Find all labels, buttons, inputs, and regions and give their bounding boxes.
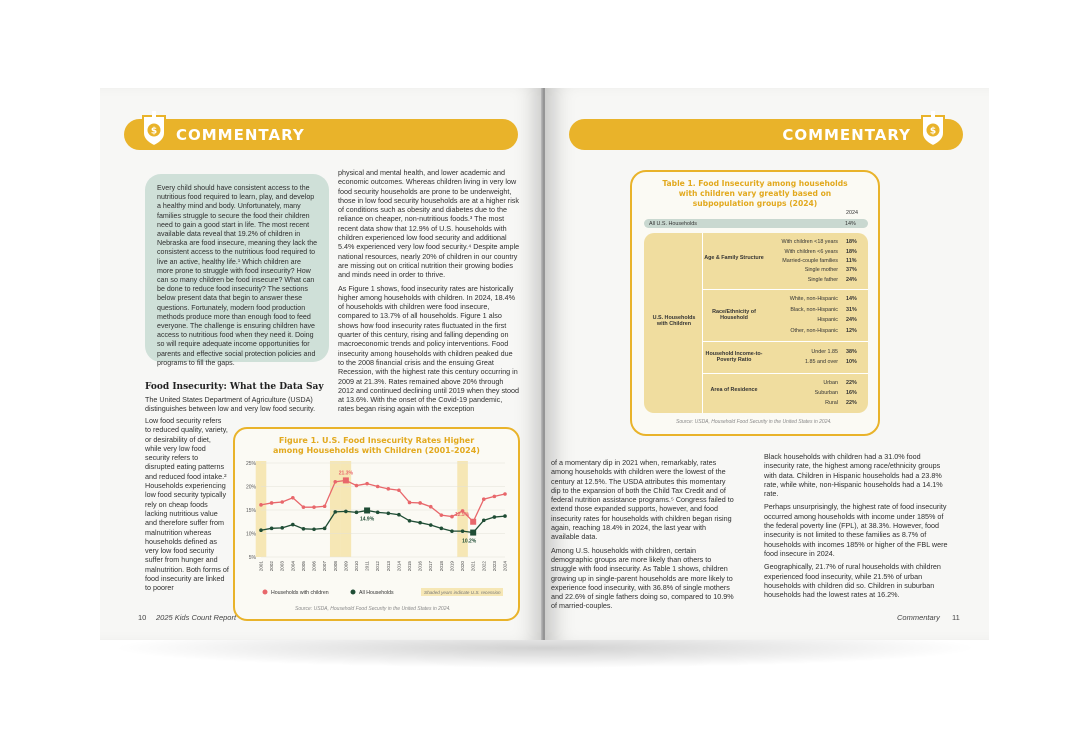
data-label: 21.3%	[338, 470, 353, 477]
table-row-group: U.S. Households with Children	[652, 315, 696, 327]
table-category-label: Household Income-to-Poverty Ratio	[705, 351, 763, 363]
table-all-value: 14%	[845, 220, 856, 227]
y-tick-label: 20%	[245, 484, 256, 491]
table-row-label: Urban	[823, 380, 838, 386]
data-point	[482, 519, 486, 523]
data-point	[440, 513, 444, 517]
table-title-line1: Table 1. Food Insecurity among households	[662, 179, 848, 188]
x-tick-label: 2023	[491, 561, 497, 572]
data-point	[461, 529, 465, 533]
data-point	[291, 523, 295, 527]
data-point	[302, 527, 306, 531]
table-category-label: Race/Ethnicity of Household	[712, 309, 756, 321]
y-tick-label: 10%	[245, 531, 256, 538]
section-text-narrow: Low food security refers to reduced quality, variety, or desirability of diet, while very low food security refers to disrupted eating patterns and reduced food intake.² Households experiencing low food security typically rely on cheap foods lacking nutritious value and therefore suffer from malnutrition whereas households defined as very low food security suffer from hunger and malnutrition. Both forms of food insecurity are linked to poorer	[145, 416, 229, 593]
x-tick-label: 2024	[502, 561, 508, 572]
data-label: 14.9%	[359, 516, 375, 523]
data-point	[355, 484, 359, 488]
data-point	[259, 528, 263, 532]
table-1	[630, 170, 880, 436]
x-tick-label: 2008	[332, 561, 338, 572]
left-banner-title: COMMENTARY	[176, 125, 305, 144]
table-row-label: With children <6 years	[784, 248, 838, 255]
table-row-value: 22%	[846, 400, 857, 406]
left-column-2	[338, 168, 520, 418]
right-column-1	[551, 458, 735, 615]
data-point	[312, 505, 316, 509]
dollar-badge-icon	[919, 111, 947, 147]
y-tick-label: 15%	[245, 508, 256, 514]
table-title-line3: subpopulation groups (2024)	[692, 199, 818, 208]
data-point	[376, 485, 380, 489]
x-tick-label: 2016	[417, 561, 423, 572]
data-point	[387, 511, 391, 515]
table-row-label: Hispanic	[817, 317, 838, 324]
table-row-value: 24%	[846, 276, 857, 283]
left-banner	[124, 119, 518, 150]
table-row-value: 11%	[846, 258, 857, 264]
table-source: Source: USDA, Household Food Security in the United States in 2024.	[676, 419, 832, 425]
data-point	[408, 501, 412, 505]
left-col2-paragraph-2: As Figure 1 shows, food insecurity rates are historically higher among households with children. In 2024, 18.4% of households with children were food insecure, compared to 13.7% of all households. Figure 1 also shows how food insecurity rates fluctuated in the first quarter of this century, rising and falling depending on macroeconomic trends and policy interventions. Food insecurity among households with children peaked due to the 2008 financial crisis and the ensuing Great Recession, with the highest rate this century occurring in 2009 at 21.3%. Rates remained above 20% through 2012 and continued declining until 2019 when they stood at 13.6%. With the onset of the Covid-19 pandemic, rates began rising again with the exception	[338, 283, 520, 414]
section-text-top: The United States Department of Agriculture (USDA) distinguishes between low and very low food security.	[145, 395, 316, 414]
table-row-label: Single mother	[804, 267, 838, 274]
data-point	[333, 510, 337, 514]
x-tick-label: 2009	[343, 561, 349, 572]
table-row-label: Black, non-Hispanic	[790, 306, 838, 313]
data-point	[450, 515, 454, 519]
table-row-value: 37%	[846, 267, 857, 274]
figure-title-line2: among Households with Children (2001-2024)	[273, 446, 480, 455]
data-point	[302, 505, 306, 509]
table-all-row	[644, 219, 868, 228]
x-tick-label: 2004	[290, 561, 296, 572]
x-tick-label: 2015	[407, 561, 413, 572]
data-point	[355, 511, 359, 515]
data-point	[280, 500, 284, 504]
legend-label-all: All Households	[359, 590, 394, 596]
data-label: 10.2%	[462, 538, 477, 545]
legend-label-recession: Shaded years indicate U.S. recession	[424, 589, 501, 595]
data-point	[344, 510, 348, 514]
table-all-label: All U.S. Households	[649, 220, 697, 227]
data-point	[429, 505, 433, 509]
highlight-marker	[470, 530, 476, 536]
table-row-value: 22%	[846, 380, 857, 386]
table-row-label: With children <18 years	[781, 239, 838, 246]
data-point	[397, 488, 401, 492]
table-row-label: Single father	[807, 276, 838, 283]
data-point	[323, 527, 327, 531]
left-page	[100, 88, 544, 640]
highlight-marker	[343, 477, 349, 483]
right-footer: Commentary	[897, 613, 940, 622]
x-tick-label: 2017	[428, 561, 434, 572]
data-point	[418, 521, 422, 525]
data-point	[270, 527, 274, 531]
right-column-2	[764, 452, 950, 603]
data-point	[493, 495, 497, 499]
x-tick-label: 2021	[470, 561, 476, 572]
section-heading: Food Insecurity: What the Data Say	[145, 382, 324, 392]
table-year-header: 2024	[846, 210, 858, 216]
right-banner	[569, 119, 963, 150]
x-tick-label: 2003	[279, 561, 285, 572]
x-tick-label: 2019	[449, 561, 455, 572]
table-row-value: 18%	[846, 248, 857, 255]
x-tick-label: 2014	[396, 561, 402, 572]
table-row-label: Under 1.85	[811, 348, 838, 355]
figure-title-line1: Figure 1. U.S. Food Insecurity Rates Higher	[278, 436, 475, 445]
x-tick-label: 2005	[300, 561, 306, 572]
table-title-line2: with children vary greatly based on	[678, 189, 832, 198]
legend-label-children: Households with children	[271, 590, 329, 596]
data-point	[450, 529, 454, 533]
right-col1-paragraph-2: Among U.S. households with children, certain demographic groups are more likely than others to struggle with food insecurity. As Table 1 shows, children growing up in single-parent households are more likely to experience food insecurity, with 36.8% of single mothers and 22.6% of single fathers doing so, compared to 10.9% of married-couples.	[551, 545, 734, 611]
dollar-badge-icon	[140, 111, 168, 147]
x-tick-label: 2022	[481, 561, 487, 572]
left-col2-paragraph-1: physical and mental health, and lower academic and economic outcomes. Whereas children living in very low food security households are prone to be underweight, those in low food security households are at a higher risk of conditions such as obesity and diabetes due to the reliance on cheaper, non-nutritious foods.³ The most recent data show that 12.9% of U.S. households with children experienced low food security and additional 5.4% experienced very low food security.⁴ Despite ample national resources, nearly 20% of children in our country are missing out on critical nutrition their growing bodies and minds need in order to thrive.	[338, 168, 520, 280]
table-row-label: Rural	[825, 400, 838, 406]
legend-swatch-children	[263, 590, 268, 595]
right-col2-paragraph-2: Perhaps unsurprisingly, the highest rate of food insecurity occurred among households with income under 185% of the federal poverty line (FPL), at 38.3%. However, food insecurity is not limited to these families as 8.7% of households with incomes 185% or higher of the FBL were food insecure in 2024.	[764, 502, 948, 558]
table-row-label: White, non-Hispanic	[789, 296, 838, 303]
data-point	[440, 527, 444, 531]
x-tick-label: 2010	[353, 561, 359, 572]
table-row-label: Other, non-Hispanic	[790, 327, 838, 334]
table-category-label: Age & Family Structure	[704, 255, 764, 261]
recession-band	[256, 461, 267, 557]
x-tick-label: 2013	[385, 561, 391, 572]
table-row-value: 16%	[846, 390, 857, 396]
y-tick-label: 5%	[248, 555, 256, 561]
data-point	[408, 519, 412, 523]
svg-text:$: $	[929, 126, 937, 137]
figure-1	[233, 427, 520, 621]
right-col1-paragraph-1: of a momentary dip in 2021 when, remarkably, rates among households with children were the lowest of the century at 12.5%. The USDA attributes this momentary dip to the expansion of both the Child Tax Credit and of federal nutrition assistance programs.⁵ Congress failed to extend those expanded supports, however, and food insecurity rates for households with children began rising again, reaching 18.4% in 2024, the last year with available data.	[551, 458, 734, 542]
right-col2-paragraph-3: Geographically, 21.7% of rural households with children experienced food insecurity, while 21.5% of urban households with children did so. Children in suburban households had the lowest rates at 16.2%.	[764, 562, 941, 600]
intro-callout	[145, 174, 329, 367]
data-point	[280, 526, 284, 530]
data-point	[323, 504, 327, 508]
right-page-number: 11	[952, 613, 960, 622]
x-tick-label: 2020	[460, 561, 466, 572]
highlight-marker	[470, 519, 476, 525]
figure-source: Source: USDA, Household Food Security in the United States in 2024.	[295, 606, 451, 612]
right-col2-paragraph-1: Black households with children had a 31.0% food insecurity rate, the highest among race/ethnicity groups with data. Children in Hispanic households had a 23.8% rate, while white, non-Hispanic households had a 14.1% rate.	[764, 452, 943, 499]
x-tick-label: 2002	[269, 561, 275, 572]
intro-text: Every child should have consistent access to the nutritious food required to learn, play, and develop a healthy mind and body. Unfortunately, many families struggle to secure the food their children need to gain a good start in life. The most recent available data reveal that 19.2% of children in Nebraska are food insecure, meaning they lack the consistent access to the nutritious food required to live an active, healthy life.¹ Which children are more prone to struggle with food insecurity? How can so many children be food insecure? What can be done to reduce food insecurity? The sections below present data that begin to answer these questions. Fortunately, modern food production methods produce more than enough food to feed everyone. The challenge is ensuring children have access to nutritious food when they need it. Doing so will require adequate income opportunities for parents and effective social protection policies and programs to fill the gaps.	[157, 184, 318, 367]
data-label: 12.5%	[454, 511, 470, 518]
data-point	[259, 503, 263, 507]
table-row-value: 12%	[846, 327, 857, 334]
data-point	[376, 511, 380, 515]
highlight-marker	[364, 507, 370, 513]
data-point	[429, 523, 433, 527]
data-point	[291, 496, 295, 500]
line-chart	[235, 457, 514, 607]
table-row-value: 18%	[846, 239, 857, 246]
table-row-value: 24%	[846, 317, 857, 324]
svg-text:$: $	[150, 126, 158, 137]
y-tick-label: 25%	[245, 461, 256, 467]
table-row-value: 31%	[846, 306, 857, 313]
data-point	[365, 482, 369, 486]
data-point	[418, 501, 422, 505]
data-point	[503, 514, 507, 518]
table-row-value: 14%	[846, 296, 857, 303]
data-point	[397, 513, 401, 517]
x-tick-label: 2007	[322, 561, 328, 572]
data-point	[333, 480, 337, 484]
x-tick-label: 2006	[311, 561, 317, 572]
table-row-value: 10%	[846, 359, 857, 366]
data-point	[270, 501, 274, 505]
x-tick-label: 2011	[364, 561, 370, 571]
left-page-number: 10	[138, 613, 147, 622]
table-body	[644, 233, 868, 413]
legend-swatch-all	[351, 590, 356, 595]
x-tick-label: 2012	[375, 561, 381, 572]
x-tick-label: 2018	[438, 561, 444, 572]
table-row-label: 1.85 and over	[805, 359, 838, 366]
left-footer: 2025 Kids Count Report	[156, 613, 237, 622]
data-point	[493, 515, 497, 519]
x-tick-label: 2001	[258, 561, 264, 572]
table-category-label: Area of Residence	[710, 387, 758, 393]
data-point	[482, 497, 486, 501]
data-point	[503, 492, 507, 496]
data-point	[312, 527, 316, 531]
right-banner-title: COMMENTARY	[782, 125, 911, 144]
table-row-label: Suburban	[814, 390, 838, 396]
right-page	[545, 88, 989, 640]
data-point	[387, 487, 391, 491]
table-row-value: 38%	[846, 348, 857, 355]
table-row-label: Married-couple families	[782, 258, 838, 264]
